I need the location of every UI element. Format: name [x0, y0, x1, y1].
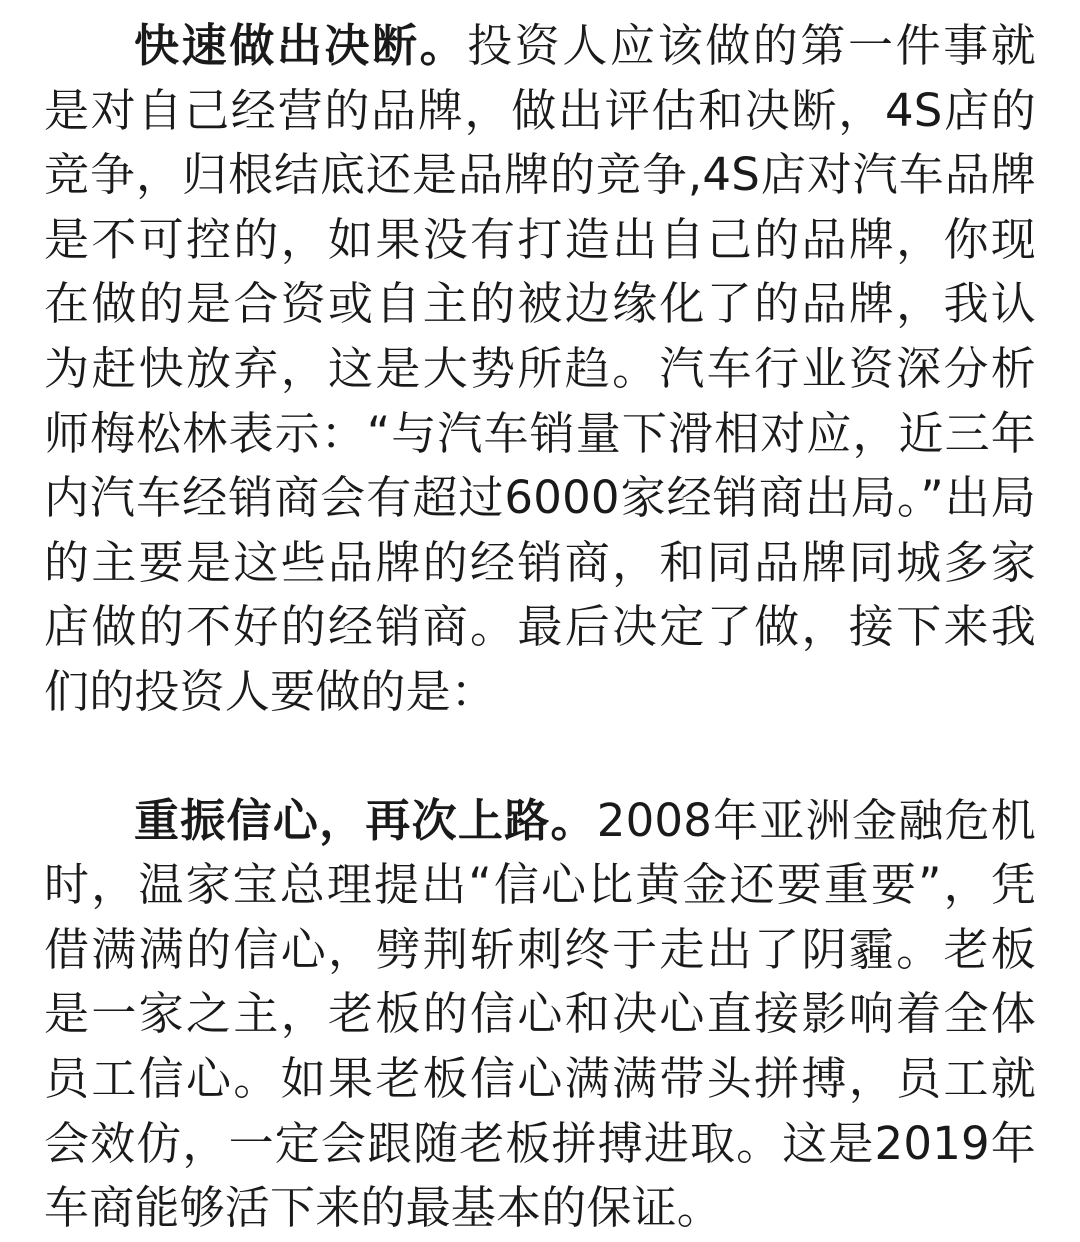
paragraph-lead-heading: 重振信心，再次上路。	[134, 793, 597, 847]
paragraph-quick-decision	[44, 14, 1036, 725]
paragraph-lead-heading: 快速做出决断。	[134, 19, 468, 72]
paragraph-body-text: 投资人应该做的第一件事就是对自己经营的品牌，做出评估和决断，4S店的竞争，归根结底还是品牌的竞争,4S店对汽车品牌是不可控的，如果没有打造出自己的品牌，你现在做的是合资或自主的被边缘化了的品牌，我认为赶快放弃，这是大势所趋。汽车行业资深分析师梅松林表示：“与汽车销量下滑相对应，近三年内汽车经销商会有超过6000家经销商出局。”出局的主要是这些品牌的经销商，和同品牌同城多家店做的不好的经销商。最后决定了做，接下来我们的投资人要做的是：	[44, 19, 1036, 718]
paragraph-body-text: 2008年亚洲金融危机时，温家宝总理提出“信心比黄金还要重要”，凭借满满的信心，劈荆斩刺终于走出了阴霾。老板是一家之主，老板的信心和决心直接影响着全体员工信心。如果老板信心满满带头拼搏，员工就会效仿，一定会跟随老板拼搏进取。这是2019年车商能够活下来的最基本的保证。	[44, 793, 1036, 1235]
paragraph-rebuild-confidence	[44, 789, 1036, 1241]
article-body	[44, 14, 1036, 1241]
